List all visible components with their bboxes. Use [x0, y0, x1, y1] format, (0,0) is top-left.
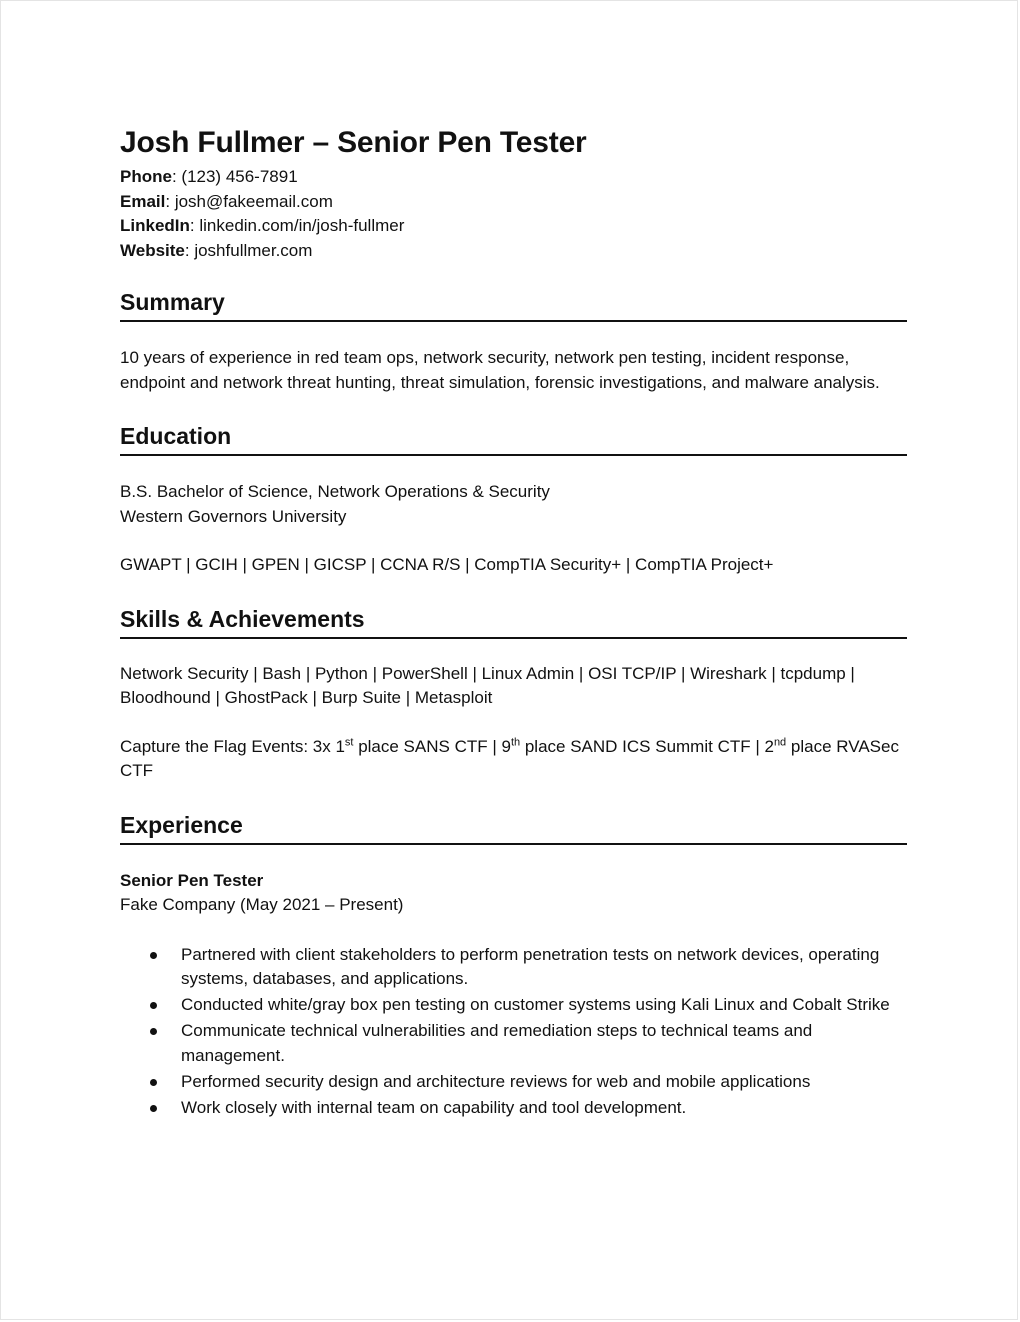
contact-email-value: josh@fakeemail.com: [174, 191, 333, 211]
list-item: [120, 1019, 907, 1068]
bullet-text: Performed security design and architecture reviews for web and mobile applications: [181, 1071, 811, 1091]
list-item: [120, 1096, 907, 1121]
bullet-text: Partnered with client stakeholders to perform penetration tests on network devices, operating systems, databases, and applications.: [181, 944, 880, 988]
summary-text: 10 years of experience in red team ops, network security, network pen testing, incident response, endpoint and network threat hunting, threat simulation, forensic investigations, and malware analysis.: [120, 348, 880, 392]
education-school: Western Governors University: [120, 506, 347, 526]
contact-email-label: Email: [120, 191, 166, 211]
ctf-text-1: Capture the Flag Events: 3x 1: [120, 736, 345, 756]
job-title: Senior Pen Tester: [120, 870, 264, 890]
bullet-icon: [150, 1002, 157, 1009]
contact-linkedin: LinkedIn: linkedin.com/in/josh-fullmer: [120, 216, 405, 235]
education-heading: Education: [120, 421, 907, 456]
list-item: [120, 993, 907, 1018]
list-item: [120, 1070, 907, 1095]
ctf-text-3: place SAND ICS Summit CTF | 2: [520, 736, 774, 756]
bullet-text: Communicate technical vulnerabilities and remediation steps to technical teams and management.: [181, 1021, 813, 1065]
list-item: [120, 943, 907, 992]
contact-linkedin-label: LinkedIn: [120, 216, 190, 235]
ctf-sup-3: nd: [773, 735, 787, 748]
contact-email: Email: josh@fakeemail.com: [120, 191, 333, 211]
skills-heading: Skills & Achievements: [120, 604, 907, 639]
candidate-name: Josh Fullmer – Senior Pen Tester: [120, 126, 587, 159]
resume-content: [120, 123, 907, 1122]
contact-website-label: Website: [120, 240, 185, 260]
ctf-text-2: place SANS CTF | 9: [353, 736, 511, 756]
contact-website: Website: joshfullmer.com: [120, 240, 313, 260]
bullet-icon: [150, 1079, 157, 1086]
ctf-sup-2: th: [510, 735, 521, 748]
bullet-text: Work closely with internal team on capability and tool development.: [181, 1097, 687, 1117]
certifications-list: GWAPT | GCIH | GPEN | GICSP | CCNA R/S | CompTIA Security+ | CompTIA Project+: [120, 555, 774, 574]
bullet-text: Conducted white/gray box pen testing on customer systems using Kali Linux and Cobalt Strike: [181, 995, 890, 1014]
bullet-icon: [150, 1028, 157, 1035]
bullet-icon: [150, 1105, 157, 1112]
job-company: Fake Company (May 2021 – Present): [120, 895, 404, 914]
contact-phone: Phone: (123) 456-7891: [120, 167, 298, 186]
ctf-sup-1: st: [344, 735, 354, 748]
job-bullets: [120, 943, 907, 1121]
contact-phone-value: (123) 456-7891: [181, 167, 298, 186]
bullet-icon: [150, 952, 157, 959]
summary-heading: Summary: [120, 287, 907, 322]
contact-linkedin-value: linkedin.com/in/josh-fullmer: [199, 216, 405, 235]
skills-list: Network Security | Bash | Python | PowerShell | Linux Admin | OSI TCP/IP | Wireshark | tcpdump | Bloodhound | GhostPack | Burp Suite | Metasploit: [120, 663, 855, 707]
experience-heading: Experience: [120, 810, 907, 845]
contact-block: [120, 165, 907, 263]
contact-website-value: joshfullmer.com: [194, 240, 313, 260]
ctf-achievements: [120, 735, 907, 784]
contact-phone-label: Phone: [120, 167, 172, 186]
ctf-text-4: place RVASec CTF: [120, 736, 899, 780]
education-degree: B.S. Bachelor of Science, Network Operations & Security: [120, 482, 550, 501]
